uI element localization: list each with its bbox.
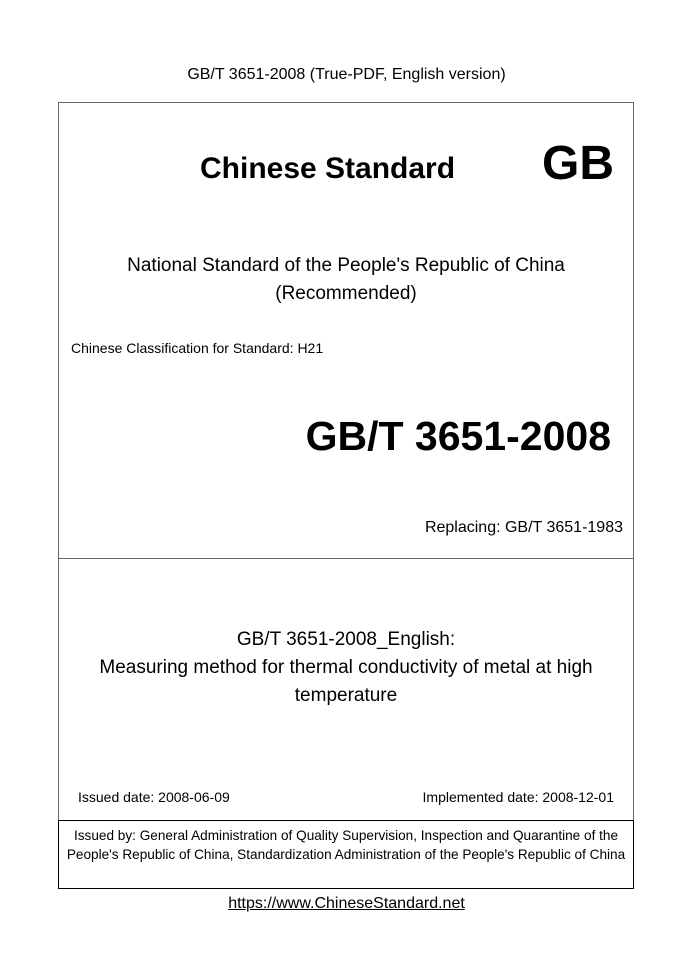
issued-date: Issued date: 2008-06-09 <box>78 789 230 805</box>
title-line-code: GB/T 3651-2008_English: <box>236 629 456 650</box>
document-title <box>58 626 634 710</box>
footer <box>0 895 693 913</box>
national-standard-line: National Standard of the People's Republic of China <box>127 255 565 276</box>
recommended-line: (Recommended) <box>275 283 417 304</box>
national-standard-caption <box>58 252 634 308</box>
page-header: GB/T 3651-2008 (True-PDF, English version) <box>187 66 506 83</box>
title-line-subject: Measuring method for thermal conductivity of metal at high <box>99 657 593 678</box>
cover-heading: Chinese Standard <box>200 152 456 185</box>
classification-text: Chinese Classification for Standard: H21 <box>71 340 324 356</box>
implemented-date: Implemented date: 2008-12-01 <box>422 789 614 805</box>
issuer-text: Issued by: General Administration of Quality Supervision, Inspection and Quarantine of the People's Republic of China, Standardization Administration of the People's Republic of China <box>66 828 626 862</box>
replacing-text: Replacing: GB/T 3651-1983 <box>424 519 623 536</box>
gb-mark: GB <box>542 137 614 190</box>
standard-number: GB/T 3651-2008 <box>305 413 611 459</box>
title-line-subject-cont: temperature <box>294 685 398 706</box>
website-link[interactable]: https://www.ChineseStandard.net <box>228 895 465 912</box>
